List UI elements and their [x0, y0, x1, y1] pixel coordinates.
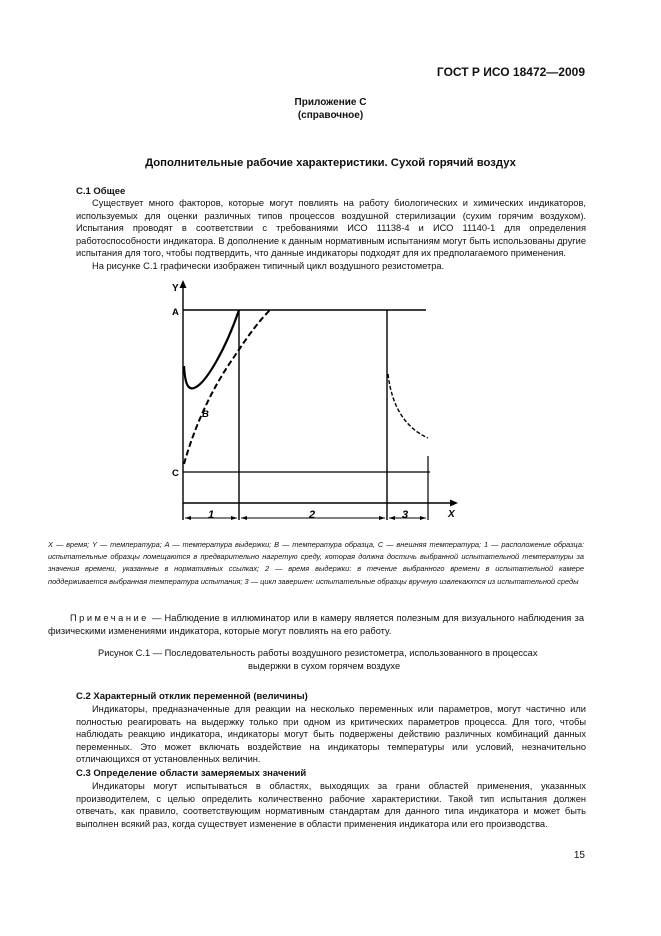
chamber-temperature-curve: [184, 310, 239, 388]
caption-line-2: выдержки в сухом горячем воздухе: [248, 660, 401, 671]
section-title: Дополнительные рабочие характеристики. Сухой горячий воздух: [145, 157, 516, 169]
arrow-icon: [389, 516, 395, 520]
stage-1-label: 1: [208, 509, 215, 521]
c2-body: [76, 703, 586, 766]
c1-paragraph-2: На рисунке С.1 графически изображен типичный цикл воздушного резистометра.: [92, 260, 445, 271]
y-axis-label: Y: [172, 283, 179, 294]
annex-heading: [0, 96, 661, 122]
cooldown-curve: [388, 374, 428, 438]
x-axis-arrow-icon: [450, 500, 458, 507]
figure-caption: [98, 647, 608, 672]
c3-body: [76, 780, 586, 830]
label-c: C: [172, 468, 179, 479]
document-id: ГОСТ Р ИСО 18472—2009: [436, 65, 585, 79]
c1-paragraph-1: Существует много факторов, которые могут повлиять на работу биологических и химических индикаторов, используемых для оценки различных типов процессов воздушной стерилизации (сухим горячим воздухом). Испытания проводят в соответствии с требованиями ИСО 11138-4 и ИСО 11140-1 для определения работоспособности индикатора. В дополнение к данным нормативным испытаниям могут быть использованы другие испытания для того, чтобы подтвердить, что данные индикаторы подходят для их предполагаемого применения.: [76, 198, 586, 259]
label-a: A: [172, 307, 179, 318]
c1-heading: С.1 Общее: [76, 186, 126, 197]
note-text: — Наблюдение в иллюминатор или в камеру является полезным для визуального наблюдения за физическими изменениями индикатора, которые могут повлиять на его работу.: [48, 613, 584, 636]
c3-heading: С.3 Определение области замеряемых значений: [76, 768, 307, 779]
stage-2-label: 2: [309, 509, 316, 521]
figure-note: [48, 612, 584, 637]
page-number: 15: [573, 850, 585, 861]
annex-title: Приложение С: [294, 97, 367, 108]
resistometer-cycle-figure: [166, 278, 466, 528]
note-label: Примечание: [70, 613, 149, 623]
legend-text: X — время; Y — температура; A — температура выдержки; B — температура образца, C — внешняя температура; 1 — расположение образца: испытательные образцы помещаются в предварительно нагретую среду, которая должна достичь выбранной испытательной температуры за значения времени, указанные в нормативных ссылках; 2 — время выдержки: в течение выбранного времени в испытательной камере поддерживается выбранная температура испытания; 3 — цикл завершен: испытательные образцы вручную извлекаются из испытательной среды: [48, 540, 584, 586]
c3-paragraph: Индикаторы могут испытываться в областях, выходящих за грани областей применения, указанных производителем, с целью определить количественно рабочие характеристики. Такой тип испытания должен отвечать, как правило, соответствующим нормативным стандартам для данного типа индикатора и может быть выполнен всякий раз, когда существует изменение в области применения индикатора или его производства.: [76, 781, 586, 829]
annex-type: (справочное): [297, 110, 364, 121]
label-b: B: [202, 409, 209, 420]
figure-legend: [48, 539, 584, 588]
arrow-icon: [231, 516, 237, 520]
arrow-icon: [241, 516, 247, 520]
c2-heading: С.2 Характерный отклик переменной (величины): [76, 691, 308, 702]
c2-paragraph: Индикаторы, предназначенные для реакции на несколько переменных или параметров, могут частично или полностью реагировать на выдержку только при одном из критических параметров процесса. Для того, чтобы наблюдать реакцию индикатора, индикаторы могут быть подвержены действию различных комбинаций данных переменных. Это может включать воздействие на индикаторы температуры или условий, незначительно отличающихся от установленных величин.: [76, 704, 586, 765]
y-axis-arrow-icon: [180, 280, 187, 288]
x-axis-label: X: [448, 509, 455, 520]
stage-3-label: 3: [402, 509, 409, 521]
c1-body: [76, 197, 586, 273]
arrow-icon: [379, 516, 385, 520]
arrow-icon: [420, 516, 426, 520]
caption-line-1: Рисунок С.1 — Последовательность работы воздушного резистометра, использованного в процессах: [98, 648, 538, 658]
arrow-icon: [185, 516, 191, 520]
